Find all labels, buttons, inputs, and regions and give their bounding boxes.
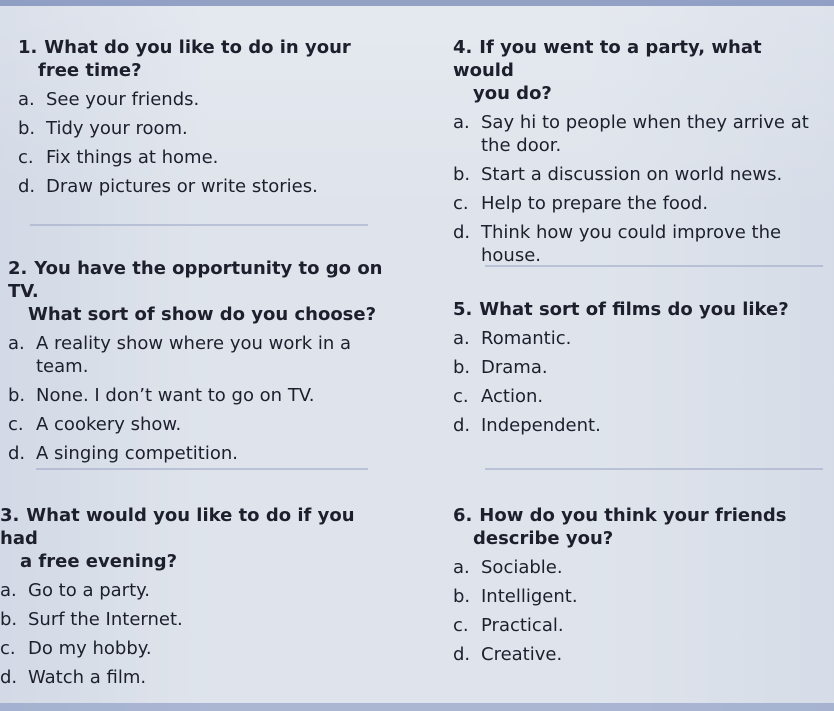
question-1-heading [18,36,358,82]
question-4-heading [453,36,823,105]
question-4-answer-c-text: Help to prepare the food. [481,193,709,214]
question-3-number: 3. [0,505,20,526]
question-4-answer-d-text: Think how you could improve the house. [481,222,782,266]
question-1-answer-a-letter: a. [18,89,35,110]
question-6-answer-d-text: Creative. [481,644,563,665]
question-4-line-2: you do? [473,83,552,104]
question-6-answer-c-letter: c. [453,615,469,636]
question-2-heading [8,257,398,326]
question-4-answer-b-text: Start a discussion on world news. [481,164,783,185]
question-5-number: 5. [453,299,473,320]
question-3-heading [0,504,395,573]
question-4-answer-d-letter: d. [453,222,471,243]
question-1 [18,36,358,204]
question-1-answer-c-text: Fix things at home. [46,147,219,168]
question-5-answer-b-text: Drama. [481,357,548,378]
question-3-answer-b [0,608,395,631]
question-6-line-1: How do you think your friends [479,505,787,526]
question-6-answer-b [453,585,793,608]
question-6-answer-d [453,643,793,666]
question-6-answer-a-letter: a. [453,557,470,578]
question-2-answer-a [8,332,398,378]
question-1-answer-b-text: Tidy your room. [46,118,188,139]
question-4-answer-c-letter: c. [453,193,469,214]
question-2-answer-d-letter: d. [8,443,26,464]
question-5-answer-d-letter: d. [453,415,471,436]
question-1-answer-a [18,88,358,111]
question-4-answer-a [453,111,823,157]
question-1-answer-d-letter: d. [18,176,36,197]
question-3-answer-d-text: Watch a film. [28,667,147,688]
question-5-answer-a-letter: a. [453,328,470,349]
question-1-line-2: free time? [38,60,142,81]
question-2-line-2: What sort of show do you choose? [28,304,377,325]
question-2-answer-c-text: A cookery show. [36,414,182,435]
question-3-answer-a-letter: a. [0,580,17,601]
question-1-line-1: What do you like to do in your [44,37,351,58]
question-5-answer-d-text: Independent. [481,415,601,436]
question-6-answer-c-text: Practical. [481,615,564,636]
question-4-answer-b [453,163,823,186]
question-1-answer-a-text: See your friends. [46,89,200,110]
question-3-line-1: What would you like to do if you had [0,505,355,549]
question-2-answer-d [8,442,398,465]
question-3 [0,504,395,695]
question-6-answer-a [453,556,793,579]
question-2-answer-c-letter: c. [8,414,24,435]
question-6-answer-d-letter: d. [453,644,471,665]
question-1-answer-d-text: Draw pictures or write stories. [46,176,318,197]
question-2 [8,257,398,471]
question-6-answer-c [453,614,793,637]
divider-right-bottom [485,468,823,470]
question-4-answer-d [453,221,823,267]
question-2-answer-a-text: A reality show where you work in a team. [36,333,352,377]
question-2-answer-c [8,413,398,436]
question-5-answer-c-text: Action. [481,386,544,407]
question-3-answer-c [0,637,395,660]
question-4 [453,36,823,273]
question-4-answer-a-text: Say hi to people when they arrive at the door. [481,112,809,156]
question-5-heading [453,298,793,321]
question-2-answer-d-text: A singing competition. [36,443,239,464]
question-1-answer-d [18,175,358,198]
question-6-answer-b-letter: b. [453,586,471,607]
question-4-answer-c [453,192,823,215]
question-3-answer-a-text: Go to a party. [28,580,150,601]
question-4-number: 4. [453,37,473,58]
question-5-answer-a-text: Romantic. [481,328,572,349]
question-5-answer-d [453,414,793,437]
question-5-answer-a [453,327,793,350]
question-2-answer-a-letter: a. [8,333,25,354]
question-1-answer-b [18,117,358,140]
question-1-answer-b-letter: b. [18,118,36,139]
question-4-answer-a-letter: a. [453,112,470,133]
question-5-answer-b-letter: b. [453,357,471,378]
question-4-answer-b-letter: b. [453,164,471,185]
top-border [0,0,834,6]
bottom-border [0,703,834,711]
question-3-answer-a [0,579,395,602]
question-2-line-1: You have the opportunity to go on TV. [8,258,383,302]
question-2-answer-b-letter: b. [8,385,26,406]
question-5 [453,298,793,443]
divider-left-top [30,224,368,226]
question-1-number: 1. [18,37,38,58]
question-3-answer-b-text: Surf the Internet. [28,609,183,630]
question-5-line-1: What sort of films do you like? [479,299,789,320]
question-3-line-2: a free evening? [20,551,178,572]
question-2-number: 2. [8,258,28,279]
question-4-line-1: If you went to a party, what would [453,37,762,81]
question-6 [453,504,793,672]
question-6-line-2: describe you? [473,528,614,549]
question-3-answer-c-letter: c. [0,638,16,659]
question-3-answer-d [0,666,395,689]
question-2-answer-b-text: None. I don’t want to go on TV. [36,385,315,406]
question-1-answer-c [18,146,358,169]
question-6-answer-b-text: Intelligent. [481,586,578,607]
question-6-number: 6. [453,505,473,526]
question-3-answer-b-letter: b. [0,609,18,630]
question-3-answer-d-letter: d. [0,667,18,688]
question-2-answer-b [8,384,398,407]
question-5-answer-b [453,356,793,379]
question-1-answer-c-letter: c. [18,147,34,168]
question-6-heading [453,504,793,550]
question-5-answer-c-letter: c. [453,386,469,407]
question-3-answer-c-text: Do my hobby. [28,638,152,659]
question-6-answer-a-text: Sociable. [481,557,563,578]
question-5-answer-c [453,385,793,408]
